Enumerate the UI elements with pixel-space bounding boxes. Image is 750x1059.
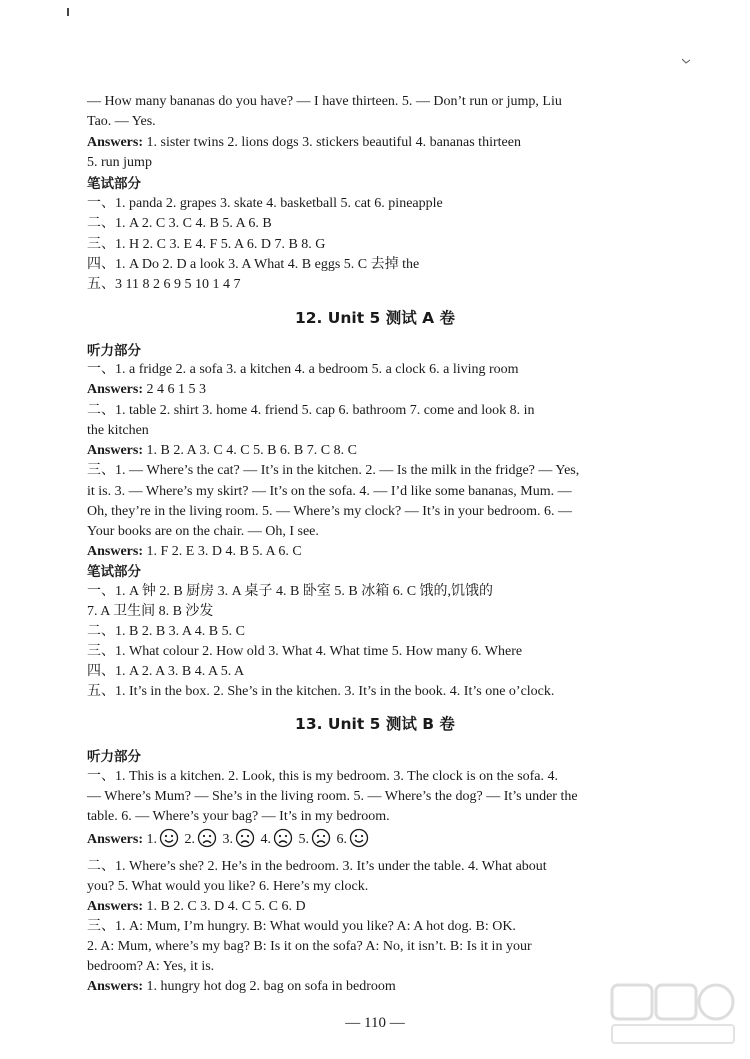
text-line: 二、1. table 2. shirt 3. home 4. friend 5. cap 6. bathroom 7. come and look 8. in [87,403,535,418]
answers-values: 1. sister twins 2. lions dogs 3. stickers beautiful 4. bananas thirteen [143,135,521,150]
section-title: 12. Unit 5 测试 A 卷 [294,309,456,327]
scan-mark [682,58,690,64]
item-number: 1. [143,832,157,847]
item-number: 3. [219,832,233,847]
answers-label: Answers: [87,443,143,458]
answers-line [87,441,717,461]
text-line: Oh, they’re in the living room. 5. — Where’s my clock? — It’s in your bedroom. 6. — [87,504,572,519]
answers-faces-line [87,828,717,854]
text-line: 三、1. H 2. C 3. E 4. F 5. A 6. D 7. B 8. G [87,237,326,252]
text-line: 五、3 11 8 2 6 9 5 10 1 4 7 [87,277,241,292]
item-number: 5. [295,832,309,847]
answers-label: Answers: [87,135,143,150]
watermark-logo [608,979,738,1049]
page-number: — 110 — [345,1015,405,1031]
text-line: Your books are on the chair. — Oh, I see. [87,524,319,539]
text-line: 一、1. panda 2. grapes 3. skate 4. basketball 5. cat 6. pineapple [87,196,443,211]
section-heading: 听力部分 [87,343,141,359]
text-line: — How many bananas do you have? — I have thirteen. 5. — Don’t run or jump, Liu [87,94,562,109]
text-line: 三、1. What colour 2. How old 3. What 4. What time 5. How many 6. Where [87,644,523,659]
answers-line [87,897,717,917]
text-line: 7. A 卫生间 8. B 沙发 [87,604,214,619]
section-heading: 笔试部分 [87,564,141,580]
text-line: bedroom? A: Yes, it is. [87,959,215,974]
answers-label: Answers: [87,544,143,559]
answers-values: 1. B 2. A 3. C 4. C 5. B 6. B 7. C 8. C [143,443,357,458]
answers-values: 1. hungry hot dog 2. bag on sofa in bedroom [143,979,396,994]
text-line: 三、1. — Where’s the cat? — It’s in the kitchen. 2. — Is the milk in the fridge? — Yes, [87,463,580,478]
text-line: 二、1. Where’s she? 2. He’s in the bedroom. 3. It’s under the table. 4. What about [87,859,547,874]
text-line: 一、1. This is a kitchen. 2. Look, this is my bedroom. 3. The clock is on the sofa. 4. [87,769,559,784]
text-line: 一、1. A 钟 2. B 厨房 3. A 桌子 4. B 卧室 5. B 冰箱 6. C 饿的,饥饿的 [87,584,494,599]
text-line: 5. run jump [87,155,152,170]
sad-face-icon [197,828,217,848]
sad-face-icon [273,828,293,848]
answers-line [87,133,717,153]
text-line: table. 6. — Where’s your bag? — It’s in my bedroom. [87,809,390,824]
text-line: 二、1. B 2. B 3. A 4. B 5. C [87,624,245,639]
answers-values: 1. F 2. E 3. D 4. B 5. A 6. C [143,544,302,559]
answers-label: Answers: [87,899,143,914]
text-line: 2. A: Mum, where’s my bag? B: Is it on the sofa? A: No, it isn’t. B: Is it in your [87,939,532,954]
smiley-face-icon [159,828,179,848]
text-line: the kitchen [87,423,149,438]
answers-line [87,380,717,400]
answers-values: 1. B 2. C 3. D 4. C 5. C 6. D [143,899,306,914]
item-number: 2. [181,832,195,847]
text-line: 一、1. a fridge 2. a sofa 3. a kitchen 4. a bedroom 5. a clock 6. a living room [87,362,519,377]
answers-label: Answers: [87,979,143,994]
text-line: you? 5. What would you like? 6. Here’s my clock. [87,879,369,894]
section-heading: 听力部分 [87,749,141,765]
section-heading: 笔试部分 [87,176,141,192]
text-line: 二、1. A 2. C 3. C 4. B 5. A 6. B [87,216,272,231]
text-line: 三、1. A: Mum, I’m hungry. B: What would you like? A: A hot dog. B: OK. [87,919,516,934]
item-number: 6. [333,832,347,847]
answers-label: Answers: [87,832,143,847]
scan-mark [66,8,70,16]
item-number: 4. [257,832,271,847]
text-line: Tao. — Yes. [87,114,156,129]
text-line: it is. 3. — Where’s my skirt? — It’s on the sofa. 4. — I’d like some bananas, Mum. — [87,484,572,499]
sad-face-icon [235,828,255,848]
sad-face-icon [311,828,331,848]
text-line: 五、1. It’s in the box. 2. She’s in the kitchen. 3. It’s in the book. 4. It’s one o’clock. [87,684,555,699]
answers-values: 2 4 6 1 5 3 [143,382,206,397]
smiley-face-icon [349,828,369,848]
section-title: 13. Unit 5 测试 B 卷 [295,715,455,733]
text-line: — Where’s Mum? — She’s in the living room. 5. — Where’s the dog? — It’s under the [87,789,578,804]
text-line: 四、1. A Do 2. D a look 3. A What 4. B eggs 5. C 去掉 the [87,257,420,272]
text-line: 四、1. A 2. A 3. B 4. A 5. A [87,664,245,679]
answers-line [87,542,717,562]
answers-label: Answers: [87,382,143,397]
